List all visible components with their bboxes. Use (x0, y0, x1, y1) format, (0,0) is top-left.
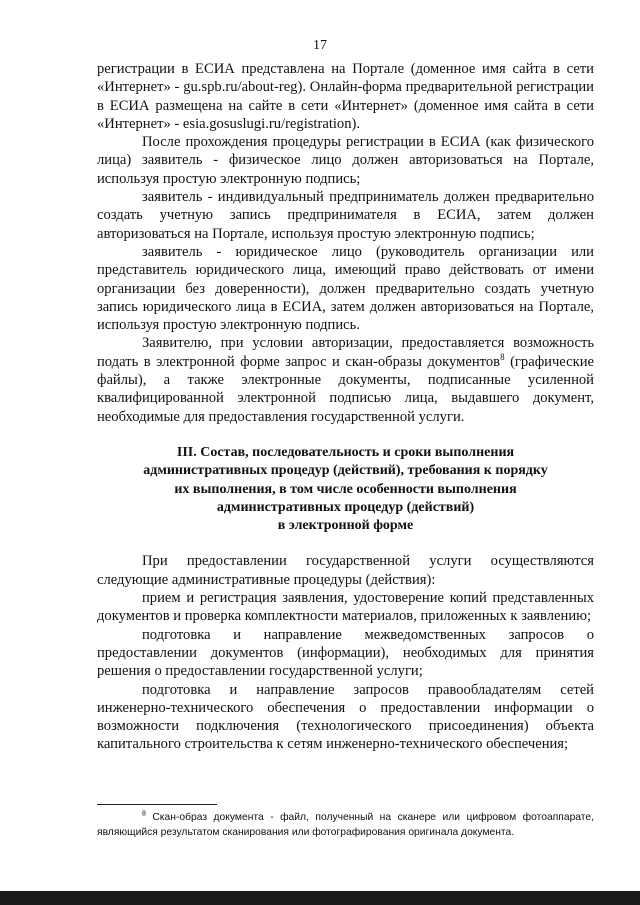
footnote-divider (97, 804, 217, 805)
page-number: 17 (313, 38, 327, 53)
footnote-number: 8 (142, 810, 146, 818)
list-item-interdepartmental-requests: подготовка и направление межведомственных запросов о предоставлении документов (информации), необходимых для принятия решения о предоставлении государственной услуги; (97, 626, 594, 680)
paragraph-procedures-intro: При предоставлении государственной услуги осуществляются следующие административные процедуры (действия): (97, 553, 594, 588)
scan-edge-bar (0, 891, 640, 905)
paragraph-electronic-submission-end: (графические файлы), а также электронные документы, подписанные усиленной квалифицированной электронной подписью лица, выдавшего документ, необходимые для предоставления государственной услуги. (97, 353, 594, 425)
footnote-reference: 8 (500, 351, 505, 362)
paragraph-individual-authorization: После прохождения процедуры регистрации в ЕСИА (как физического лица) заявитель - физическое лицо должен авторизоваться на Портале, используя простую электронную подпись; (97, 134, 594, 187)
paragraph-entrepreneur-authorization: заявитель - индивидуальный предприниматель должен предварительно создать учетную запись предпринимателя в ЕСИА, затем должен авторизоваться на Портале, используя простую электронную подпись; (97, 189, 594, 242)
document-body (97, 60, 594, 754)
paragraph-legal-entity-authorization: заявитель - юридическое лицо (руководитель организации или представитель юридического лица, имеющий право действовать от имени организации без доверенности), должен предварительно создать учетную запись юридического лица в ЕСИА, затем должен авторизоваться на Портале, используя простую электронную подпись. (97, 243, 594, 334)
section-heading-line: в электронной форме (277, 518, 414, 534)
paragraph-electronic-submission (97, 334, 594, 425)
footnote-text: Скан-образ документа - файл, полученный на сканере или цифровом фотоаппарате, являющийся результатом сканирования или фотографирования оригинала документа. (97, 812, 594, 838)
section-heading-line: их выполнения, в том числе особенности выполнения (174, 481, 517, 497)
section-heading-line: III. Состав, последовательность и сроки выполнения (176, 444, 515, 460)
paragraph-esia-registration: регистрации в ЕСИА представлена на Портале (доменное имя сайта в сети «Интернет» - gu.spb.ru/about-reg). Онлайн-форма предварительной регистрации в ЕСИА размещена на сайте в сети «Интернет» (доменное имя сайта в сети «Интернет» - esia.gosuslugi.ru/registration). (97, 61, 594, 132)
list-item-network-owner-requests: подготовка и направление запросов правообладателям сетей инженерно-технического обеспечения о предоставлении информации о возможности подключения (технологического присоединения) объекта капитального строительства к сетям инженерно-технического обеспечения; (97, 681, 594, 753)
section-heading-line: административных процедур (действий), требования к порядку (143, 463, 548, 479)
section-heading (97, 444, 594, 535)
list-item-reception-registration: прием и регистрация заявления, удостоверение копий представленных документов и проверка комплектности материалов, приложенных к заявлению; (97, 590, 594, 625)
footnote (97, 810, 594, 840)
section-heading-line: административных процедур (действий) (216, 499, 475, 515)
paragraph-electronic-submission-start: Заявителю, при условии авторизации, предоставляется возможность подать в электронной форме запрос и скан-образы документов (97, 335, 594, 370)
